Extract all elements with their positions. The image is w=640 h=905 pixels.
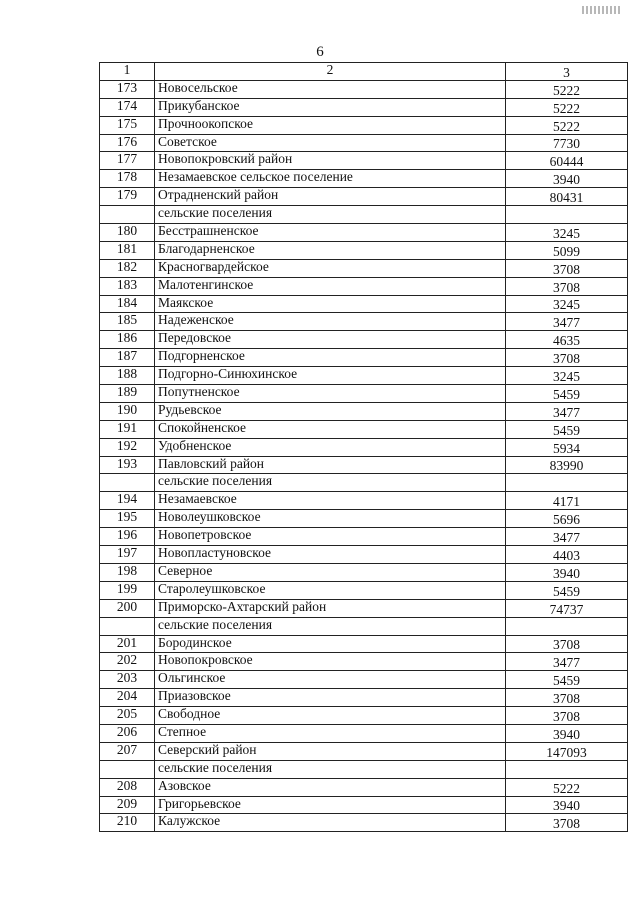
row-value-cell: 3708 [506,707,628,725]
table-row [100,98,628,116]
row-value-cell [506,206,628,224]
table-row [100,420,628,438]
table-row [100,492,628,510]
row-value-cell: 5459 [506,581,628,599]
row-value-cell: 4171 [506,492,628,510]
row-number-cell: 183 [100,277,155,295]
scan-artifact-mark [582,6,620,14]
row-name-cell: Северский район [155,742,506,760]
row-value-cell: 3940 [506,724,628,742]
row-name-cell: Рудьевское [155,402,506,420]
row-value-cell: 60444 [506,152,628,170]
table-row [100,707,628,725]
row-name-cell: Маякское [155,295,506,313]
row-name-cell: Приазовское [155,689,506,707]
table-row [100,456,628,474]
row-number-cell: 207 [100,742,155,760]
row-number-cell: 197 [100,546,155,564]
table-row [100,241,628,259]
row-value-cell: 3940 [506,170,628,188]
row-value-cell: 3940 [506,563,628,581]
table-row [100,170,628,188]
row-name-cell: Григорьевское [155,796,506,814]
row-name-cell: Павловский район [155,456,506,474]
row-name-cell: сельские поселения [155,474,506,492]
row-name-cell: Надеженское [155,313,506,331]
row-value-cell: 3708 [506,635,628,653]
table-row [100,80,628,98]
row-number-cell: 201 [100,635,155,653]
table-row [100,528,628,546]
row-name-cell: Новопокровское [155,653,506,671]
table-row [100,546,628,564]
row-number-cell: 187 [100,349,155,367]
table-row [100,224,628,242]
table-row [100,206,628,224]
row-number-cell: 178 [100,170,155,188]
row-name-cell: Азовское [155,778,506,796]
row-name-cell: Благодарненское [155,241,506,259]
row-value-cell: 7730 [506,134,628,152]
row-number-cell: 192 [100,438,155,456]
table-row [100,349,628,367]
row-value-cell: 5222 [506,80,628,98]
row-number-cell: 185 [100,313,155,331]
row-value-cell: 3477 [506,528,628,546]
table-row [100,313,628,331]
row-number-cell: 186 [100,331,155,349]
row-name-cell: Подгорно-Синюхинское [155,367,506,385]
row-name-cell: Старолеушковское [155,581,506,599]
table-row [100,760,628,778]
row-number-cell: 191 [100,420,155,438]
row-number-cell: 188 [100,367,155,385]
row-value-cell: 5459 [506,385,628,403]
row-number-cell: 210 [100,814,155,832]
row-value-cell: 5222 [506,778,628,796]
table-row [100,510,628,528]
row-number-cell: 184 [100,295,155,313]
row-number-cell: 174 [100,98,155,116]
row-value-cell [506,760,628,778]
row-name-cell: Передовское [155,331,506,349]
table-row [100,295,628,313]
row-number-cell: 196 [100,528,155,546]
row-number-cell: 203 [100,671,155,689]
row-value-cell: 3477 [506,402,628,420]
row-value-cell: 3245 [506,295,628,313]
row-name-cell: Прочноокопское [155,116,506,134]
row-name-cell: Отрадненский район [155,188,506,206]
row-name-cell: Свободное [155,707,506,725]
row-number-cell: 209 [100,796,155,814]
table-header-row [100,63,628,81]
row-number-cell: 206 [100,724,155,742]
table-row [100,796,628,814]
table-row [100,152,628,170]
table-row [100,438,628,456]
row-value-cell: 3477 [506,313,628,331]
table-row [100,367,628,385]
table-row [100,385,628,403]
table-row [100,134,628,152]
table-row [100,188,628,206]
row-name-cell: Советское [155,134,506,152]
row-value-cell: 4635 [506,331,628,349]
row-number-cell: 202 [100,653,155,671]
row-name-cell: Удобненское [155,438,506,456]
row-value-cell: 5459 [506,420,628,438]
row-number-cell [100,474,155,492]
row-name-cell: Попутненское [155,385,506,403]
table-row [100,742,628,760]
row-number-cell: 173 [100,80,155,98]
row-value-cell: 3708 [506,277,628,295]
table-row [100,277,628,295]
table-row [100,814,628,832]
row-value-cell: 147093 [506,742,628,760]
row-value-cell: 5222 [506,98,628,116]
table-row [100,617,628,635]
table-row [100,474,628,492]
row-name-cell: Новосельское [155,80,506,98]
table-row [100,599,628,617]
data-table [99,62,628,832]
table-row [100,689,628,707]
row-value-cell: 74737 [506,599,628,617]
row-number-cell: 180 [100,224,155,242]
row-number-cell: 175 [100,116,155,134]
row-number-cell: 181 [100,241,155,259]
row-name-cell: Приморско-Ахтарский район [155,599,506,617]
row-name-cell: Прикубанское [155,98,506,116]
row-value-cell: 5459 [506,671,628,689]
table-row [100,259,628,277]
row-name-cell: Незамаевское сельское поселение [155,170,506,188]
table-row [100,563,628,581]
row-number-cell: 198 [100,563,155,581]
table-row [100,581,628,599]
table-row [100,653,628,671]
row-value-cell: 3708 [506,349,628,367]
row-value-cell: 83990 [506,456,628,474]
table-row [100,331,628,349]
column-header-3: 3 [506,63,628,81]
column-header-1: 1 [100,63,155,81]
row-value-cell: 3708 [506,689,628,707]
row-number-cell: 193 [100,456,155,474]
row-number-cell [100,206,155,224]
row-value-cell: 80431 [506,188,628,206]
row-value-cell [506,474,628,492]
column-header-2: 2 [155,63,506,81]
row-name-cell: Подгорненское [155,349,506,367]
row-name-cell: Калужское [155,814,506,832]
row-value-cell: 5934 [506,438,628,456]
row-value-cell: 5099 [506,241,628,259]
row-number-cell: 194 [100,492,155,510]
table-row [100,116,628,134]
row-name-cell: Новопетровское [155,528,506,546]
row-value-cell: 3477 [506,653,628,671]
row-number-cell: 182 [100,259,155,277]
table-row [100,724,628,742]
row-number-cell: 195 [100,510,155,528]
row-number-cell: 179 [100,188,155,206]
row-name-cell: сельские поселения [155,206,506,224]
row-number-cell: 176 [100,134,155,152]
table-row [100,671,628,689]
row-name-cell: Незамаевское [155,492,506,510]
row-name-cell: сельские поселения [155,760,506,778]
row-name-cell: Бесстрашненское [155,224,506,242]
row-name-cell: сельские поселения [155,617,506,635]
row-name-cell: Малотенгинское [155,277,506,295]
row-number-cell: 177 [100,152,155,170]
row-name-cell: Спокойненское [155,420,506,438]
table-row [100,635,628,653]
row-value-cell: 5696 [506,510,628,528]
row-number-cell: 204 [100,689,155,707]
row-name-cell: Степное [155,724,506,742]
row-name-cell: Новопокровский район [155,152,506,170]
row-value-cell: 3245 [506,224,628,242]
row-number-cell: 189 [100,385,155,403]
row-number-cell [100,617,155,635]
row-name-cell: Новопластуновское [155,546,506,564]
row-value-cell: 5222 [506,116,628,134]
row-name-cell: Красногвардейское [155,259,506,277]
row-value-cell: 3940 [506,796,628,814]
table-row [100,402,628,420]
page-number: 6 [316,44,324,60]
row-value-cell: 4403 [506,546,628,564]
row-number-cell: 208 [100,778,155,796]
table-body [100,63,628,832]
row-number-cell: 199 [100,581,155,599]
row-number-cell [100,760,155,778]
row-name-cell: Бородинское [155,635,506,653]
row-value-cell: 3708 [506,814,628,832]
row-name-cell: Ольгинское [155,671,506,689]
row-name-cell: Новолеушковское [155,510,506,528]
row-value-cell [506,617,628,635]
row-value-cell: 3708 [506,259,628,277]
row-number-cell: 190 [100,402,155,420]
row-number-cell: 205 [100,707,155,725]
table-row [100,778,628,796]
row-value-cell: 3245 [506,367,628,385]
row-name-cell: Северное [155,563,506,581]
row-number-cell: 200 [100,599,155,617]
